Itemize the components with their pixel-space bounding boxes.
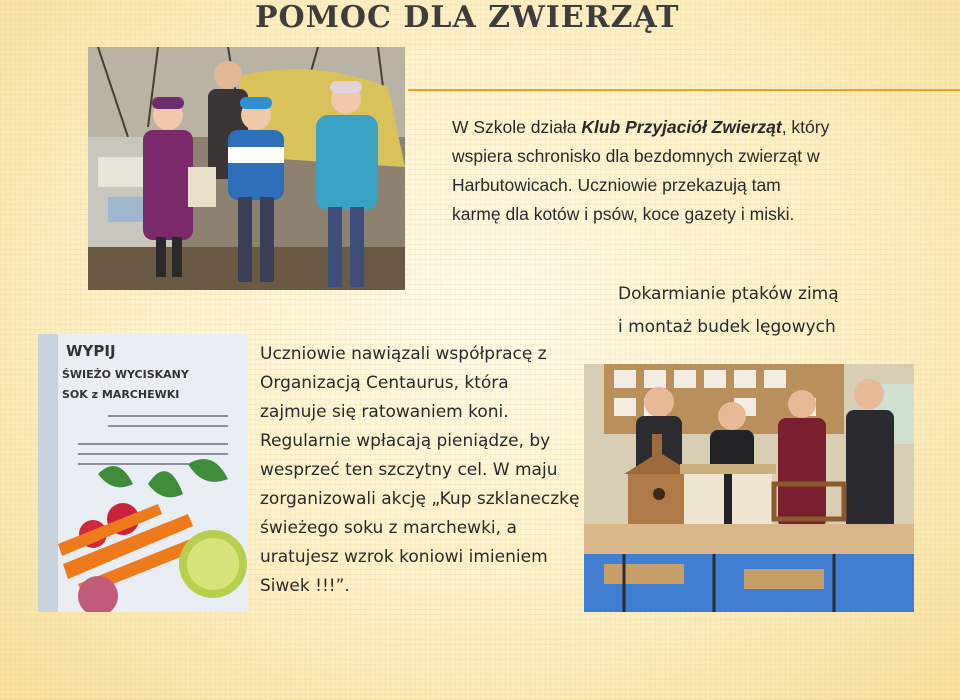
poster-line1: WYPIJ <box>66 342 116 360</box>
horses-description: Uczniowie nawiązali współpracę z Organizacją Centaurus, która zajmuje się ratowaniem koni. Regularnie wpłacają pieniądze, by wesprzeć ten szczytny cel. W maju zorganizowali akcję „Kup szklaneczkę świeżego soku z marchewki, a uratujesz wzrok koniowi imieniem Siwek !!!”. <box>260 344 580 596</box>
birds-caption-line1: Dokarmianie ptaków zimą <box>618 284 839 304</box>
birdhouses-photo <box>584 364 914 612</box>
shelter-text-line1-post: , który <box>781 117 830 137</box>
shelter-text-line2: wspiera schronisko dla bezdomnych zwierząt w <box>452 146 820 166</box>
shelter-text-line1-pre: W Szkole działa <box>452 117 582 137</box>
birds-caption <box>618 278 918 344</box>
shelter-photo <box>88 47 405 290</box>
page-title: POMOC DLA ZWIERZĄT <box>255 0 680 35</box>
birds-caption-line2: i montaż budek lęgowych <box>618 317 836 337</box>
shelter-text-line3: Harbutowicach. Uczniowie przekazują tam <box>452 175 781 195</box>
carrot-juice-poster <box>38 334 248 612</box>
title-divider <box>408 89 960 91</box>
shelter-description <box>452 113 912 229</box>
club-name: Klub Przyjaciół Zwierząt <box>581 117 782 137</box>
poster-line3: SOK z MARCHEWKI <box>62 388 180 401</box>
shelter-text-line4: karmę dla kotów i psów, koce gazety i miski. <box>452 204 795 224</box>
poster-line2: ŚWIEŻO WYCISKANY <box>62 368 189 381</box>
